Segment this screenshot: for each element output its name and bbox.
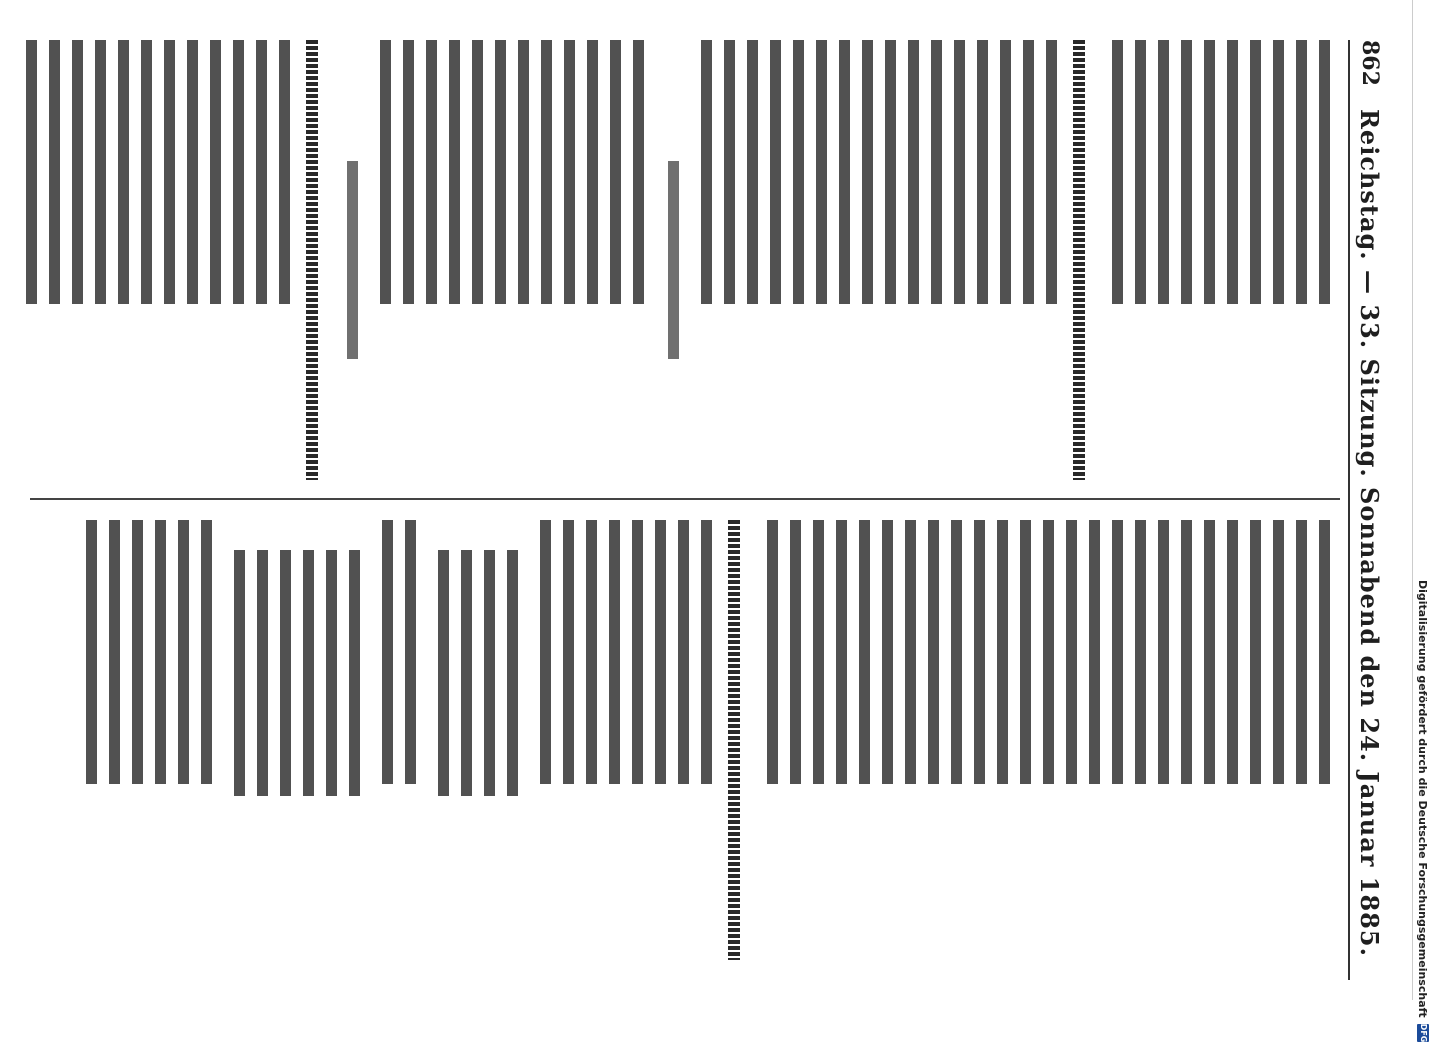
dfg-logo-icon: DFG <box>1419 1023 1428 1042</box>
indented-paragraph <box>222 550 360 960</box>
page-header <box>1348 40 1390 980</box>
digitization-credit-strip <box>1412 0 1433 1042</box>
reaction-note <box>656 161 679 359</box>
page-number: 862 <box>1357 40 1383 86</box>
text-paragraph <box>689 40 1057 480</box>
running-title: Reichstag. — 33. Sitzung. Sonnabend den 24. Januar 1885. <box>1355 108 1385 957</box>
column-divider <box>30 498 1340 500</box>
text-paragraph <box>1100 40 1330 480</box>
speaker-paragraph-start <box>300 40 323 480</box>
speaker-paragraph-start <box>1067 40 1090 480</box>
speaker-paragraph-start <box>0 40 4 480</box>
text-paragraph <box>370 520 416 960</box>
text-paragraph <box>755 520 1330 960</box>
text-paragraph <box>368 40 644 480</box>
right-column <box>30 520 1330 960</box>
credit-text: Digitalisierung gefördert durch die Deutsche Forschungsgemeinschaft <box>1416 580 1430 1018</box>
text-paragraph <box>74 520 212 960</box>
left-column <box>30 40 1330 480</box>
speaker-paragraph-start <box>722 520 745 960</box>
text-paragraph <box>528 520 712 960</box>
text-paragraph <box>14 40 290 480</box>
reaction-note <box>335 161 358 359</box>
indented-paragraph <box>426 550 518 960</box>
digitization-credit <box>1415 580 1431 1042</box>
